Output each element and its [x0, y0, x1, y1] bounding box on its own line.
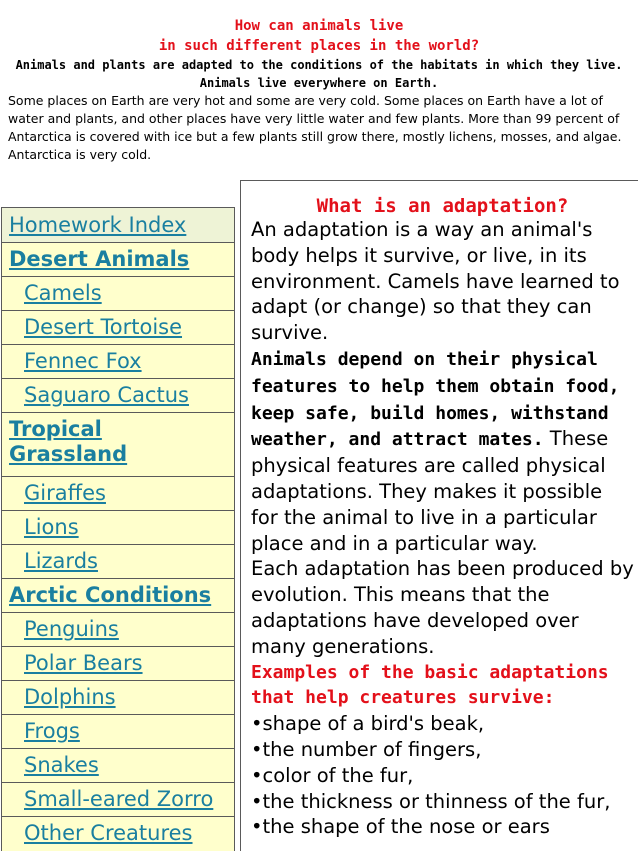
list-item: •color of the fur,	[251, 763, 414, 787]
nav-penguins[interactable]	[2, 613, 234, 647]
nav-label: Lizards	[24, 549, 98, 573]
paragraph-definition: An adaptation is a way an animal's body helps it survive, or live, in its environment. Camels have learned to adapt (or change) so that they can survive.	[251, 218, 620, 345]
intro-paragraph: Some places on Earth are very hot and some are very cold. Some places on Earth have a lot of water and plants, and other places have very little water and few plants. More than 99 percent of Antarctica is covered with ice but a few plants still grow there, mostly lichens, mosses, and algae. Antarctica is very cold.	[8, 93, 622, 162]
nav-label: Frogs	[24, 719, 80, 743]
paragraph-features-rest: These physical features are called physical adaptations. They makes it possible for the animal to live in a particular place and in a particular way.	[251, 427, 609, 555]
nav-desert-animals[interactable]	[2, 243, 234, 277]
nav-fennec-fox[interactable]	[2, 345, 234, 379]
list-item: •the number of fingers,	[251, 737, 482, 761]
nav-other-creatures[interactable]	[2, 817, 234, 851]
nav-camels[interactable]	[2, 277, 234, 311]
nav-label: Giraffes	[24, 481, 106, 505]
paragraph-evolution: Each adaptation has been produced by evolution. This means that the adaptations have developed over many generations.	[251, 557, 634, 658]
nav-saguaro-cactus[interactable]	[2, 379, 234, 413]
examples-heading: Examples of the basic adaptations that help creatures survive:	[251, 661, 609, 709]
nav-label: Small-eared Zorro	[24, 787, 214, 811]
panel-title: What is an adaptation?	[316, 195, 569, 217]
page-title	[0, 16, 638, 56]
list-item: •the thickness or thinness of the fur,	[251, 789, 611, 813]
nav-dolphins[interactable]	[2, 681, 234, 715]
nav-label: Desert Animals	[9, 247, 190, 271]
title-line-2: in such different places in the world?	[158, 38, 480, 54]
intro-bold	[0, 56, 638, 92]
nav-lizards[interactable]	[2, 545, 234, 579]
sidebar-nav	[1, 207, 235, 851]
nav-small-eared-zorro[interactable]	[2, 783, 234, 817]
paragraph-features	[251, 346, 634, 556]
nav-label: Snakes	[24, 753, 99, 777]
nav-label: Other Creatures	[24, 821, 193, 845]
nav-label: Saguaro Cactus	[24, 383, 189, 407]
nav-lions[interactable]	[2, 511, 234, 545]
nav-label: Desert Tortoise	[24, 315, 183, 339]
nav-label: Camels	[24, 281, 102, 305]
nav-label: Homework Index	[9, 213, 187, 237]
examples-list	[251, 711, 634, 840]
nav-frogs[interactable]	[2, 715, 234, 749]
nav-label: Fennec Fox	[24, 349, 142, 373]
list-item: •shape of a bird's beak,	[251, 712, 485, 736]
nav-desert-tortoise[interactable]	[2, 311, 234, 345]
adaptation-panel	[240, 180, 638, 851]
nav-arctic-conditions[interactable]	[2, 579, 234, 613]
intro-bold-line-1: Animals and plants are adapted to the conditions of the habitats in which they live.	[15, 58, 623, 72]
nav-label: Polar Bears	[24, 651, 143, 675]
title-line-1: How can animals live	[234, 18, 404, 34]
nav-label: Tropical Grassland	[9, 417, 128, 466]
nav-label: Penguins	[24, 617, 119, 641]
nav-snakes[interactable]	[2, 749, 234, 783]
nav-label: Arctic Conditions	[9, 583, 212, 607]
nav-tropical-grassland[interactable]	[2, 413, 132, 477]
page-header	[0, 0, 638, 164]
nav-giraffes[interactable]	[2, 477, 234, 511]
nav-label: Dolphins	[24, 685, 116, 709]
paragraph-features-bold: Animals depend on their physical features to help them obtain food, keep safe, build homes, withstand weather, and attract mates.	[251, 348, 620, 451]
intro-bold-line-2: Animals live everywhere on Earth.	[199, 76, 439, 90]
list-item: •the shape of the nose or ears	[251, 815, 550, 839]
nav-label: Lions	[24, 515, 79, 539]
nav-homework-index[interactable]	[2, 208, 234, 243]
nav-polar-bears[interactable]	[2, 647, 234, 681]
